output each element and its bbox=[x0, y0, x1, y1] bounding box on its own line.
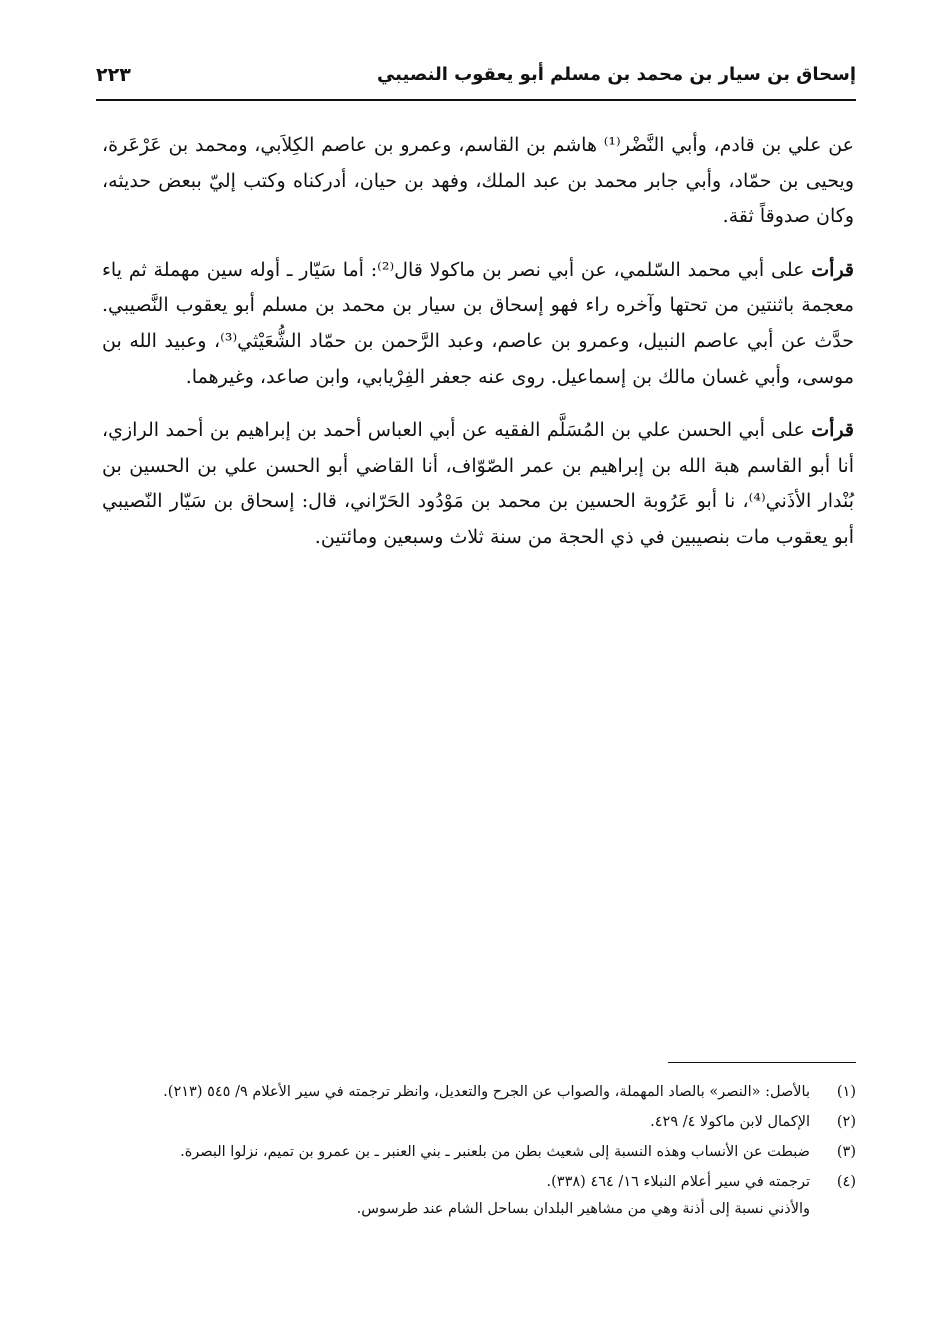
footnote-number: (٤) bbox=[836, 1174, 856, 1190]
page-number: ٢٢٣ bbox=[96, 64, 131, 86]
running-header bbox=[96, 58, 856, 98]
paragraph-2 bbox=[102, 253, 854, 395]
footnote-text: بالأصل: «النصر» بالصاد المهملة، والصواب عن الجرح والتعديل، وانظر ترجمته في سير الأعلام ٩/ ٥٤٥ (٢١٣). bbox=[163, 1084, 810, 1100]
footnote-rule bbox=[668, 1062, 856, 1063]
paragraph-2-text: على أبي محمد السّلمي، عن أبي نصر بن ماكولا قال⁽²⁾: أما سَيّار ـ أوله سين مهملة ثم ياء معجمة باثنتين من تحتها وآخره راء فهو إسحاق بن سيار بن محمد بن مسلم أبو يعقوب النَّصيبي. حدَّث عن أبي عاصم النبيل، وعمرو بن عاصم، وعبد الرَّحمن بن حمّاد الشُّعَيْثي⁽³⁾، وعبيد الله بن موسى، وأبي غسان مالك بن إسماعيل. روى عنه جعفر الفِرْيابي، وابن صاعد، وغيرهما. bbox=[102, 258, 854, 388]
footnote-text: الإكمال لابن ماكولا ٤/ ٤٢٩. bbox=[650, 1114, 810, 1130]
footnote-number: (١) bbox=[836, 1084, 856, 1100]
footnote-number: (٢) bbox=[836, 1114, 856, 1130]
header-rule bbox=[96, 99, 856, 101]
paragraph-1: عن علي بن قادم، وأبي النَّضْر⁽¹⁾ هاشم بن القاسم، وعمرو بن عاصم الكِلاَبي، ومحمد بن عَرْعَرة، ويحيى بن حمّاد، وأبي جابر محمد بن عبد الملك، وفهد بن حيان، أدركناه وكتب إليّ ببعض حديثه، وكان صدوقاً ثقة. bbox=[102, 134, 854, 228]
footnote bbox=[104, 1140, 856, 1165]
footnote bbox=[104, 1170, 856, 1195]
footnote-text: ترجمته في سير أعلام النبلاء ١٦/ ٤٦٤ (٣٣٨). bbox=[546, 1174, 810, 1190]
footnote-text: ضبطت عن الأنساب وهذه النسبة إلى شعيث بطن من بلعنبر ـ بني العنبر ـ بن عمرو بن تميم، نزلوا البصرة. bbox=[180, 1144, 810, 1160]
paragraph-3-text: على أبي الحسن علي بن المُسَلَّم الفقيه عن أبي العباس أحمد بن إبراهيم بن أحمد الرازي، أنا أبو القاسم هبة الله بن إبراهيم بن عمر الصّوّاف، أنا القاضي أبو الحسن علي بن الحسين بن بُنْدار الأذَني⁽⁴⁾، نا أبو عَرُوبة الحسين بن محمد بن مَوْدُود الحَرّاني، قال: إسحاق بن سَيّار النّصيبي أبو يعقوب مات بنصيبين في ذي الحجة من سنة ثلاث وسبعين ومائتين. bbox=[102, 419, 854, 548]
main-text bbox=[102, 128, 854, 574]
footnotes bbox=[104, 1080, 856, 1222]
keyword-qarat: قرأت bbox=[811, 419, 854, 442]
footnote-number: (٣) bbox=[836, 1144, 856, 1160]
footnote bbox=[104, 1080, 856, 1105]
header-title: إسحاق بن سيار بن محمد بن مسلم أبو يعقوب النصيبي bbox=[376, 64, 856, 85]
footnote bbox=[104, 1110, 856, 1135]
paragraph-3 bbox=[102, 413, 854, 555]
footnote-continuation: والأذني نسبة إلى أذنة وهي من مشاهير البلدان بساحل الشام عند طرسوس. bbox=[356, 1201, 810, 1217]
keyword-qarat: قرأت bbox=[811, 258, 855, 281]
